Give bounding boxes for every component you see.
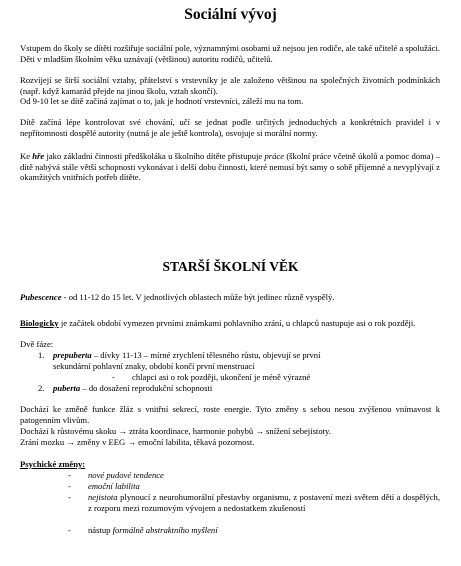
paragraph-school-entry: Vstupem do školy se dítěti rozšiřuje sociální pole, významnými osobami už nejsou jen rodiče, ale také učitelé a spolužáci. Děti v mladším školním věku uznávají (většinou) autoritu rodičů, učitelů.	[20, 43, 440, 64]
phase1-line1: prepuberta – dívky 11-13 – mírné zrychlení tělesného růstu, objevují se první	[53, 350, 321, 360]
paragraph-growth: Dochází k růstovému skoku → ztráta koordinace, harmonie pohybů → snížení sebejistoty.	[20, 426, 331, 436]
psych-item: nové pudové tendence	[88, 470, 164, 480]
paragraph-relationships: Rozvíjejí se širší sociální vztahy, přátelství s vrstevníky je ale založeno většinou na společných životních podmínkách (např. když kamarád přejde na jinou školu, vztah skončí).	[20, 75, 440, 96]
psych-dash: -	[68, 492, 71, 502]
phase1-sub-text: chlapci asi o rok později, ukončení je méně výrazné	[132, 372, 311, 382]
phase2-line: puberta – do dosažení reprodukční schopnosti	[53, 383, 213, 393]
psych-item: nejistota plynoucí z neurohumorální přestavby organismu, z postavení mezi světem dětí a dospělých, z rozporu mezi rozumovým vývojem a nedostatkem zkušeností	[88, 492, 440, 513]
term-work: práce	[264, 151, 285, 161]
psych-dash: -	[68, 470, 71, 480]
psych-label: Psychické změny:	[20, 459, 86, 469]
paragraph-behavior: Dítě začíná lépe kontrolovat své chování, učí se jednat podle určitých jednoduchých a konkrétních pravidel i v nepřítomnosti dospělé autority (nutná je ale ještě kontrola), osvojuje si morální normy.	[20, 117, 440, 138]
paragraph-peers: Od 9-10 let se dítě začíná zajímat o to, jak je hodnotí vrstevníci, záleží mu na tom.	[20, 96, 304, 106]
term-puberta: puberta	[53, 383, 81, 393]
term-pubescence: Pubescence	[20, 292, 62, 302]
psych-item: emoční labilita	[88, 481, 140, 491]
phase1-number: 1.	[38, 350, 45, 360]
paragraph-play-work: Ke hře jako základní činnosti předškoláka u školního dítěte přistupuje práce (školní práce včetně úkolů a pomoc doma) – dítě nabývá stále větší schopnosti vykonávat i delší dobu činnosti, které nemusí být samy o sobě příjemné a nevyplývají z okamžitých vnitřních potřeb dítěte.	[20, 151, 440, 183]
paragraph-pubescence: Pubescence - od 11-12 do 15 let. V jednotlivých oblastech může být jedinec různě vyspělý.	[20, 292, 335, 302]
term-biology: Biologicky	[20, 318, 59, 328]
psych-item: nástup formálně abstraktního myšlení	[88, 525, 218, 535]
psych-dash: -	[68, 525, 71, 535]
paragraph-biology: Biologicky je začátek období vymezen prvními známkami pohlavního zrání, u chlapců nastupuje asi o rok později.	[20, 318, 416, 328]
phases-label: Dvě fáze:	[20, 339, 54, 349]
section-heading: STARŠÍ ŠKOLNÍ VĚK	[162, 259, 299, 274]
phase1-sub-dash: -	[112, 372, 115, 382]
paragraph-brain: Zrání mozku → změny v EEG → emoční labilita, těkavá pozornost.	[20, 437, 255, 447]
paragraph-glands: Dochází ke změně funkce žláz s vnitřní sekrecí, roste energie. Tyto změny s sebou nesou zvýšenou vnímavost k patogenním vlivům.	[20, 404, 440, 425]
term-prepuberta: prepuberta	[53, 350, 92, 360]
psych-dash: -	[68, 481, 71, 491]
phase1-line2: sekundární pohlavní znaky, období končí první menstruací	[53, 361, 255, 371]
page-title: Sociální vývoj	[184, 6, 277, 23]
phase2-number: 2.	[38, 383, 45, 393]
term-play: hře	[32, 151, 45, 161]
